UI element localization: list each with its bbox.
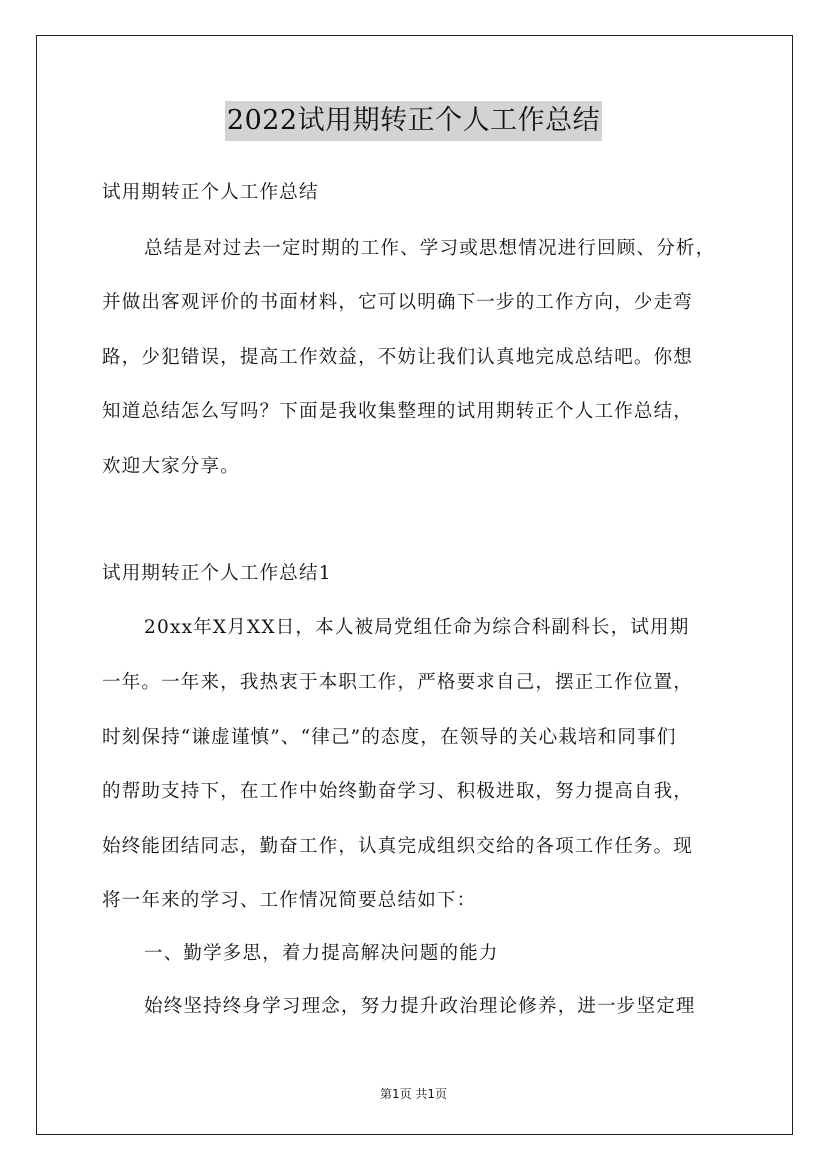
subtitle: 试用期转正个人工作总结 bbox=[102, 182, 319, 203]
section1-line-5: 始终能团结同志，勤奋工作，认真完成组织交给的各项工作任务。现 bbox=[102, 836, 694, 857]
section1-line-3: 时刻保持“谦虚谨慎”、“律己”的态度，在领导的关心栽培和同事们 bbox=[102, 727, 677, 748]
intro-line-2: 并做出客观评价的书面材料，它可以明确下一步的工作方向，少走弯 bbox=[102, 292, 694, 313]
page-footer: 第1页 共1页 bbox=[379, 1087, 448, 1101]
intro-line-4: 知道总结怎么写吗？下面是我收集整理的试用期转正个人工作总结， bbox=[102, 401, 694, 422]
intro-line-1: 总结是对过去一定时期的工作、学习或思想情况进行回顾、分析， bbox=[144, 238, 716, 259]
section-heading: 试用期转正个人工作总结1 bbox=[102, 563, 332, 584]
subheading-1: 一、勤学多思，着力提高解决问题的能力 bbox=[144, 943, 499, 964]
section1-line-4: 的帮助支持下，在工作中始终勤奋学习、积极进取，努力提高自我， bbox=[102, 781, 694, 802]
section1-line-1: 20xx年X月XX日，本人被局党组任命为综合科副科长，试用期 bbox=[144, 617, 690, 638]
paragraph-line: 始终坚持终身学习理念，努力提升政治理论修养，进一步坚定理 bbox=[144, 996, 696, 1017]
section1-line-6: 将一年来的学习、工作情况简要总结如下： bbox=[102, 890, 477, 911]
intro-line-3: 路，少犯错误，提高工作效益，不妨让我们认真地完成总结吧。你想 bbox=[102, 347, 694, 368]
section1-line-2: 一年。一年来，我热衷于本职工作，严格要求自己，摆正工作位置， bbox=[102, 672, 694, 693]
document-title: 2022试用期转正个人工作总结 bbox=[225, 101, 602, 141]
intro-line-5: 欢迎大家分享。 bbox=[102, 456, 240, 477]
